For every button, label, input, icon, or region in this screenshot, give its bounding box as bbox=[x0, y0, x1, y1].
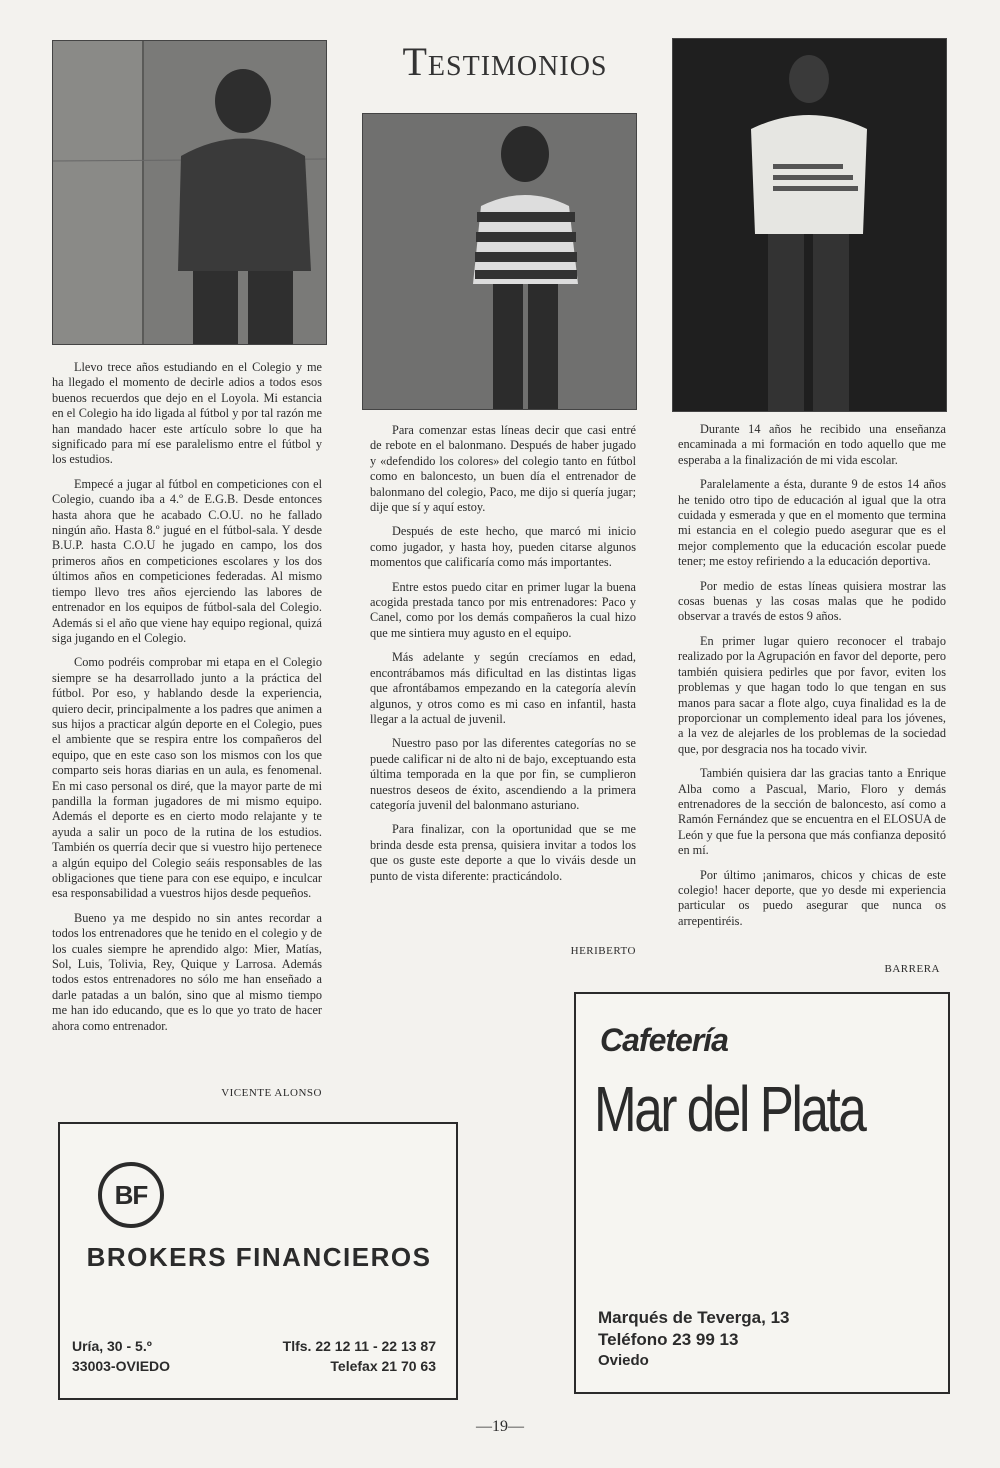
article-heriberto bbox=[370, 423, 636, 893]
cafeteria-city: Oviedo bbox=[598, 1352, 649, 1369]
cafeteria-address: Marqués de Teverga, 13 bbox=[598, 1308, 790, 1327]
paragraph: Después de este hecho, que marcó mi inicio como jugador, y hasta hoy, pueden citarse algunos momentos que calificaría como más importantes. bbox=[370, 524, 636, 570]
page-number: —19— bbox=[476, 1418, 524, 1435]
signature-heriberto: HERIBERTO bbox=[570, 945, 636, 957]
brokers-address-city: 33003-OVIEDO bbox=[72, 1358, 171, 1374]
paragraph: Para finalizar, con la oportunidad que se me brinda desde esta prensa, quisiera invitar a todos los que os guste este deporte a que lo viváis desde un punto de vista diferente: practicándolo. bbox=[370, 822, 636, 883]
brokers-name: BROKERS FINANCIEROS bbox=[86, 1242, 432, 1272]
paragraph: Nuestro paso por las diferentes categorías no se puede calificar ni de alto ni de bajo, exceptuando esta última temporada en la que por fin, se cumplieron nuestros deseos de éxito, ascendiendo a la primera categoría juvenil del balonmano asturiano. bbox=[370, 736, 636, 812]
cafeteria-kicker: Cafetería bbox=[600, 1022, 728, 1058]
paragraph: Durante 14 años he recibido una enseñanza encaminada a mi formación en todo aquello que me esperaba a la finalización de mi vida escolar. bbox=[678, 422, 946, 467]
article-barrera bbox=[678, 422, 946, 938]
paragraph: En primer lugar quiero reconocer el trabajo realizado por la Agrupación en favor del deporte, pero también quisiera pedirles que por favor, eviten los problemas y que hagan todo lo que tengan en sus manos para sacar a flote algo, cuya finalidad es la de proporcionar un complemento ideal para los jóvenes, a la vez de alejarles de los problemas de la sociedad que, por desgracia nos ha tocado vivir. bbox=[678, 633, 946, 756]
paragraph: También quisiera dar las gracias tanto a Enrique Alba como a Pascual, Mario, Floro y demás entrenadores de la sección de baloncesto, así como a Ramón Fernández que se encuentra en el ELOSUA de León y que fue la persona que más confianza depositó en mí. bbox=[678, 766, 946, 858]
paragraph: Para comenzar estas líneas decir que casi entré de rebote en el balonmano. Después de haber jugado y «defendido los colores» del colegio tanto en fútbol como en baloncesto, un buen día el entrenador de balonmano del colegio, Paco, me dijo si quería jugar; dije que sí y aquí estoy. bbox=[370, 423, 636, 515]
photo-barrera bbox=[672, 38, 947, 412]
paragraph: Llevo trece años estudiando en el Colegio y me ha llegado el momento de decirle adios a todos esos buenos recuerdos que dejo en el Loyola. Mi estancia en el Colegio ha ido ligada al fútbol y por tal razón me han mandado hacer este artículo sobre lo que ha significado para mí ese paralelismo entre el fútbol y los estudios. bbox=[52, 360, 322, 467]
brokers-address-street: Uría, 30 - 5.º bbox=[72, 1338, 152, 1354]
cafeteria-phone: Teléfono 23 99 13 bbox=[598, 1330, 739, 1349]
ad-brokers-financieros bbox=[58, 1122, 458, 1400]
paragraph: Entre estos puedo citar en primer lugar la buena acogida prestada tanco por mis entrenadores: Paco y Canel, como por los demás compañeros la cual hizo que me sintiera muy agusto en el equipo. bbox=[370, 579, 636, 640]
paragraph: Como podréis comprobar mi etapa en el Colegio siempre se ha desarrollado junto a la práctica del fútbol. Por eso, y hablando desde la experiencia, quiero decir, principalmente a los padres que animen a sus hijos a practicar algún deporte en el Colegio, pues el ambiente que se respira entre los compañeros del equipo, que en este caso son los mismos con los que comparto seis horas diarias en un aula, es fenomenal. En mi caso personal os diré, que la mayor parte de mi pandilla la forman jugadores de mi mismo equipo. Además el deporte es en cierto modo relajante y te ayuda a salir un poco de la rutina de los estudios. También os querría decir que si vuestro hijo pertenece a algún equipo del Colegio seáis responsables de las obligaciones que tiene para con ese equipo, e inculcar esa responsabilidad a vuestros hijos desde pequeños. bbox=[52, 655, 322, 901]
paragraph: Paralelamente a ésta, durante 9 de estos 14 años he tenido otro tipo de educación al igual que la otra cuidada y esmerada y que en el momento que termina mi estancia en el colegio puedo asegurar que es el mejor complemento que la educación escolar puede tener; me estoy refiriendo a la educación deportiva. bbox=[678, 477, 946, 569]
paragraph: Más adelante y según crecíamos en edad, encontrábamos más dificultad en las distintas ligas que afrontábamos empezando en la categoría alevín algunos, y otros como es mi caso en infantil, hasta llegar a la actual de juvenil. bbox=[370, 650, 636, 726]
brokers-phones: Tlfs. 22 12 11 - 22 13 87 bbox=[282, 1338, 436, 1354]
brokers-fax: Telefax 21 70 63 bbox=[330, 1358, 436, 1374]
paragraph: Empecé a jugar al fútbol en competiciones con el Colegio, cuando iba a 4.º de E.G.B. Desde entonces hasta ahora que he acabado C.O.U. no he fallado ningún año. Hasta 8.º jugué en el fútbol-sala. Y desde B.U.P. hasta C.O.U he jugado en campo, los dos primeros años en competiciones escolares y los dos últimos años en competiciones federadas. Al mismo tiempo llevo tres años ejerciendo las labores de entrenador en los equipos de fútbol-sala del Colegio. Además si el año que viene hay equipo regional, quizá siga jugando en el Colegio. bbox=[52, 476, 322, 645]
page-title: Testimonios bbox=[402, 39, 608, 84]
paragraph: Por último ¡animaros, chicos y chicas de este colegio! hacer deporte, que yo desde mi experiencia particular os puedo asegurar que nunca os arrepentiréis. bbox=[678, 867, 946, 928]
photo-heriberto bbox=[362, 113, 637, 410]
article-vicente-alonso bbox=[52, 360, 322, 1043]
signature-vicente-alonso: VICENTE ALONSO bbox=[221, 1087, 322, 1099]
paragraph: Bueno ya me despido no sin antes recordar a todos los entrenadores que he tenido en el colegio y de los cuales siempre he aprendido algo: Mier, Matías, Sol, Luis, Tolivia, Rey, Quique y Larrosa. Además todos estos entrenadores no sólo me han enseñado a darle patadas a un balón, sino que al mismo tiempo me han ido educando, que es lo que yo trato de hacer ahora como entrenador. bbox=[52, 910, 322, 1033]
photo-vicente-alonso bbox=[52, 40, 327, 345]
bf-logo bbox=[98, 1162, 164, 1228]
bf-logo-text: BF bbox=[114, 1180, 148, 1210]
paragraph: Por medio de estas líneas quisiera mostrar las cosas buenas y las cosas malas que he podido observar a través de estos 9 años. bbox=[678, 578, 946, 624]
signature-barrera: BARRERA bbox=[884, 963, 940, 975]
cafeteria-name: Mar del Plata bbox=[594, 1073, 865, 1145]
ad-cafeteria-mar-del-plata bbox=[574, 992, 950, 1394]
